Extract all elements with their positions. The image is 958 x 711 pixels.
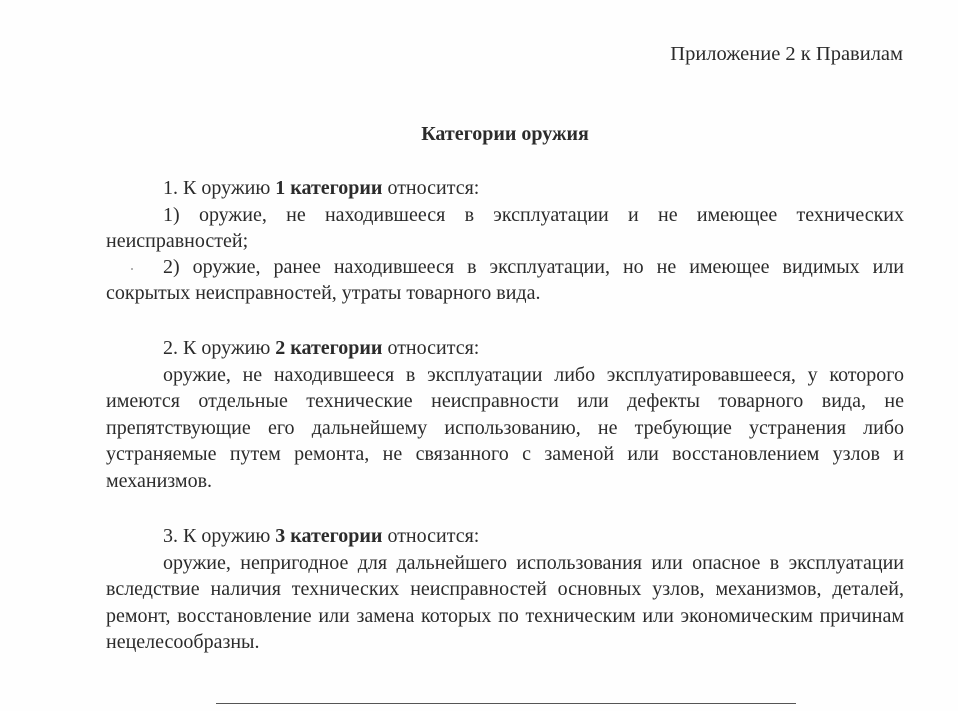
category-3-section [106,523,904,656]
category-2-heading-prefix: 2. К оружию [163,337,276,359]
document-title: Категории оружия [421,123,589,145]
category-3-heading-suffix: относится: [382,525,480,547]
category-2-description: оружие, не находившееся в эксплуатации либо эксплуатировавшееся, у которого имеются отдельные технические неисправности или дефекты товарного вида, не препятствующие его дальнейшему использованию, не требующие устранения либо устраняемые путем ремонта, не связанного с заменой или восстановлением узлов и механизмов. [106,363,904,492]
category-1-section [106,175,904,306]
category-1-heading [106,175,904,202]
category-2-heading [106,335,904,362]
category-3-description: оружие, непригодное для дальнейшего использования или опасное в эксплуатации вследствие наличия технических неисправностей основных узлов, механизмов, деталей, ремонт, восстановление или замена которых по техническим или экономическим причинам нецелесообразны. [106,551,904,654]
category-1-item-2: 2) оружие, ранее находившееся в эксплуатации, но не имеющее видимых или сокрытых неисправностей, утраты товарного вида. [106,255,904,305]
end-of-document-rule [216,703,796,704]
category-1-heading-bold: 1 категории [275,177,383,199]
category-1-heading-prefix: 1. К оружию [163,177,276,199]
category-2-heading-bold: 2 категории [275,337,383,359]
appendix-label: Приложение 2 к Правилам [670,43,903,65]
category-3-heading-bold: 3 категории [275,525,383,547]
category-2-section [106,335,904,494]
category-1-item-1: 1) оружие, не находившееся в эксплуатации и не имеющее технических неисправностей; [106,203,904,252]
category-3-heading-prefix: 3. К оружию [163,525,276,547]
category-1-heading-suffix: относится: [382,177,480,199]
category-3-heading [106,523,904,550]
category-2-heading-suffix: относится: [382,337,480,359]
scan-artifact-dot [131,268,133,270]
